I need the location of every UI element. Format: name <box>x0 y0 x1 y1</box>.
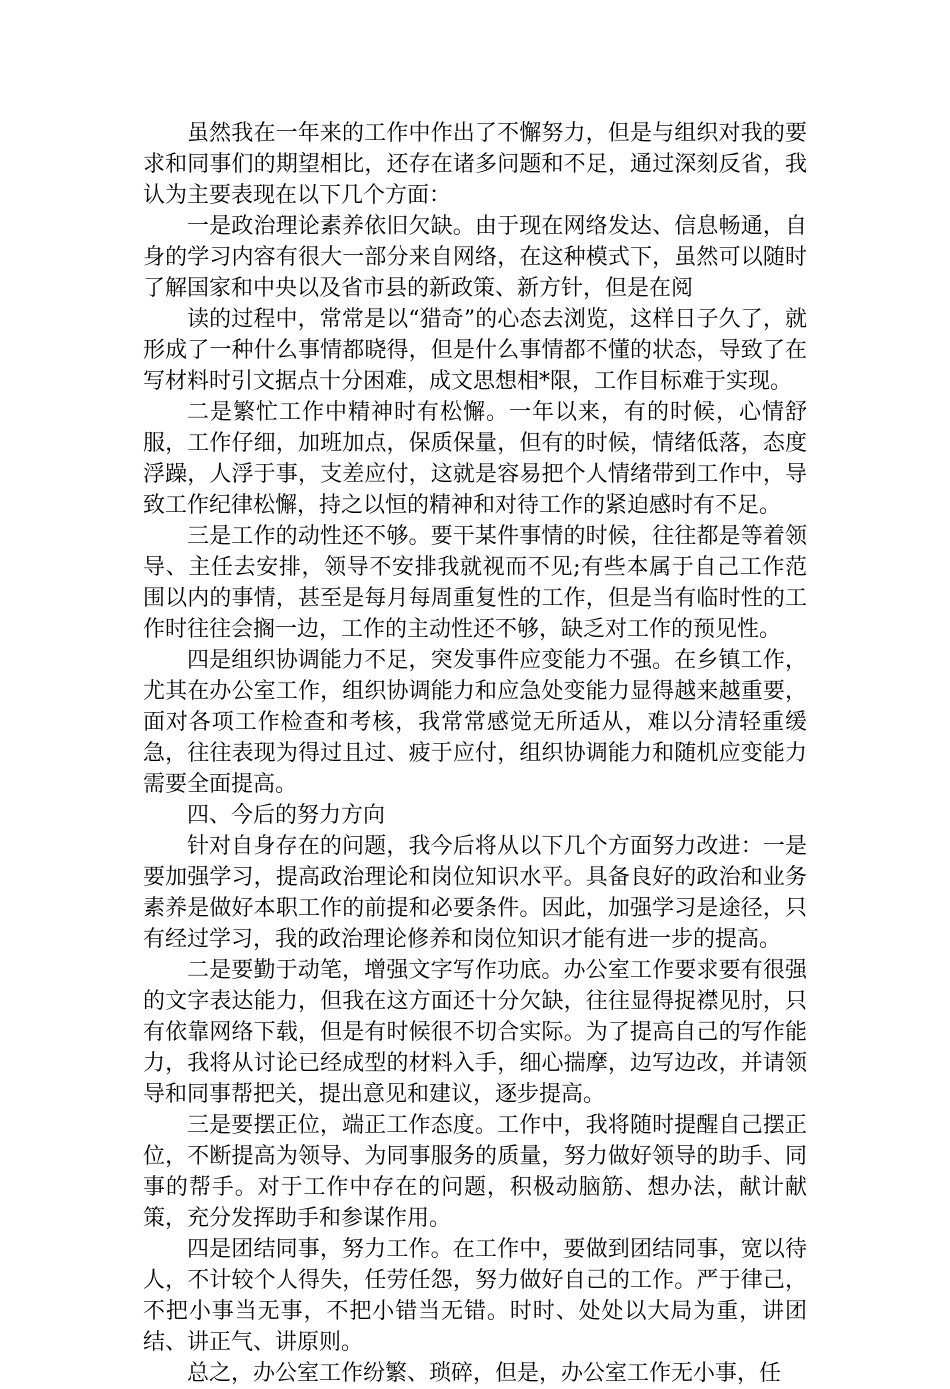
paragraph-3: 读的过程中，常常是以“猎奇”的心态去浏览，这样日子久了，就形成了一种什么事情都晓得，但是什么事情都不懂的状态，导致了在写材料时引文据点十分困难，成文思想相*限，工作目标难于实现。 <box>143 307 807 394</box>
paragraph-2: 一是政治理论素养依旧欠缺。由于现在网络发达、信息畅通，自身的学习内容有很大一部分来自网络，在这种模式下，虽然可以随时了解国家和中央以及省市县的新政策、新方针，但是在阅 <box>143 214 807 301</box>
paragraph-4: 二是繁忙工作中精神时有松懈。一年以来，有的时候，心情舒服，工作仔细，加班加点，保质保量，但有的时候，情绪低落，态度浮躁，人浮于事，支差应付，这就是容易把个人情绪带到工作中，导致工作纪律松懈，持之以恒的精神和对待工作的紧迫感时有不足。 <box>143 400 807 518</box>
document-body <box>143 118 807 1389</box>
paragraph-11: 总之，办公室工作纷繁、琐碎，但是，办公室工作无小事，任 <box>187 1361 782 1386</box>
paragraph-6: 四是组织协调能力不足，突发事件应变能力不强。在乡镇工作，尤其在办公室工作，组织协调能力和应急处变能力显得越来越重要，面对各项工作检查和考核，我常常感觉无所适从，难以分清轻重缓急，往往表现为得过且过、疲于应付，组织协调能力和随机应变能力需要全面提高。 <box>143 648 807 797</box>
paragraph-7: 针对自身存在的问题，我今后将从以下几个方面努力改进：一是要加强学习，提高政治理论和岗位知识水平。具备良好的政治和业务素养是做好本职工作的前提和必要条件。因此，加强学习是途径，只有经过学习，我的政治理论修养和岗位知识才能有进一步的提高。 <box>143 834 807 952</box>
paragraph-5: 三是工作的动性还不够。要干某件事情的时候，往往都是等着领导、主任去安排，领导不安排我就视而不见;有些本属于自己工作范围以内的事情，甚至是每月每周重复性的工作，但是当有临时性的工作时往往会搁一边，工作的主动性还不够，缺乏对工作的预见性。 <box>143 524 807 642</box>
paragraph-1: 虽然我在一年来的工作中作出了不懈努力，但是与组织对我的要求和同事们的期望相比，还存在诸多问题和不足，通过深刻反省，我认为主要表现在以下几个方面： <box>143 121 807 208</box>
paragraph-8: 二是要勤于动笔，增强文字写作功底。办公室工作要求要有很强的文字表达能力，但我在这方面还十分欠缺，往往显得捉襟见肘，只有依靠网络下载，但是有时候很不切合实际。为了提高自己的写作能力，我将从讨论已经成型的材料入手，细心揣摩，边写边改，并请领导和同事帮把关，提出意见和建议，逐步提高。 <box>143 958 807 1107</box>
paragraph-9: 三是要摆正位，端正工作态度。工作中，我将随时提醒自己摆正位，不断提高为领导、为同事服务的质量，努力做好领导的助手、同事的帮手。对于工作中存在的问题，积极动脑筋、想办法，献计献策，充分发挥助手和参谋作用。 <box>143 1113 807 1231</box>
section-heading: 四、今后的努力方向 <box>187 803 386 828</box>
paragraph-10: 四是团结同事，努力工作。在工作中，要做到团结同事，宽以待人，不计较个人得失，任劳任怨，努力做好自己的工作。严于律己，不把小事当无事，不把小错当无错。时时、处处以大局为重，讲团结、讲正气、讲原则。 <box>143 1237 807 1355</box>
